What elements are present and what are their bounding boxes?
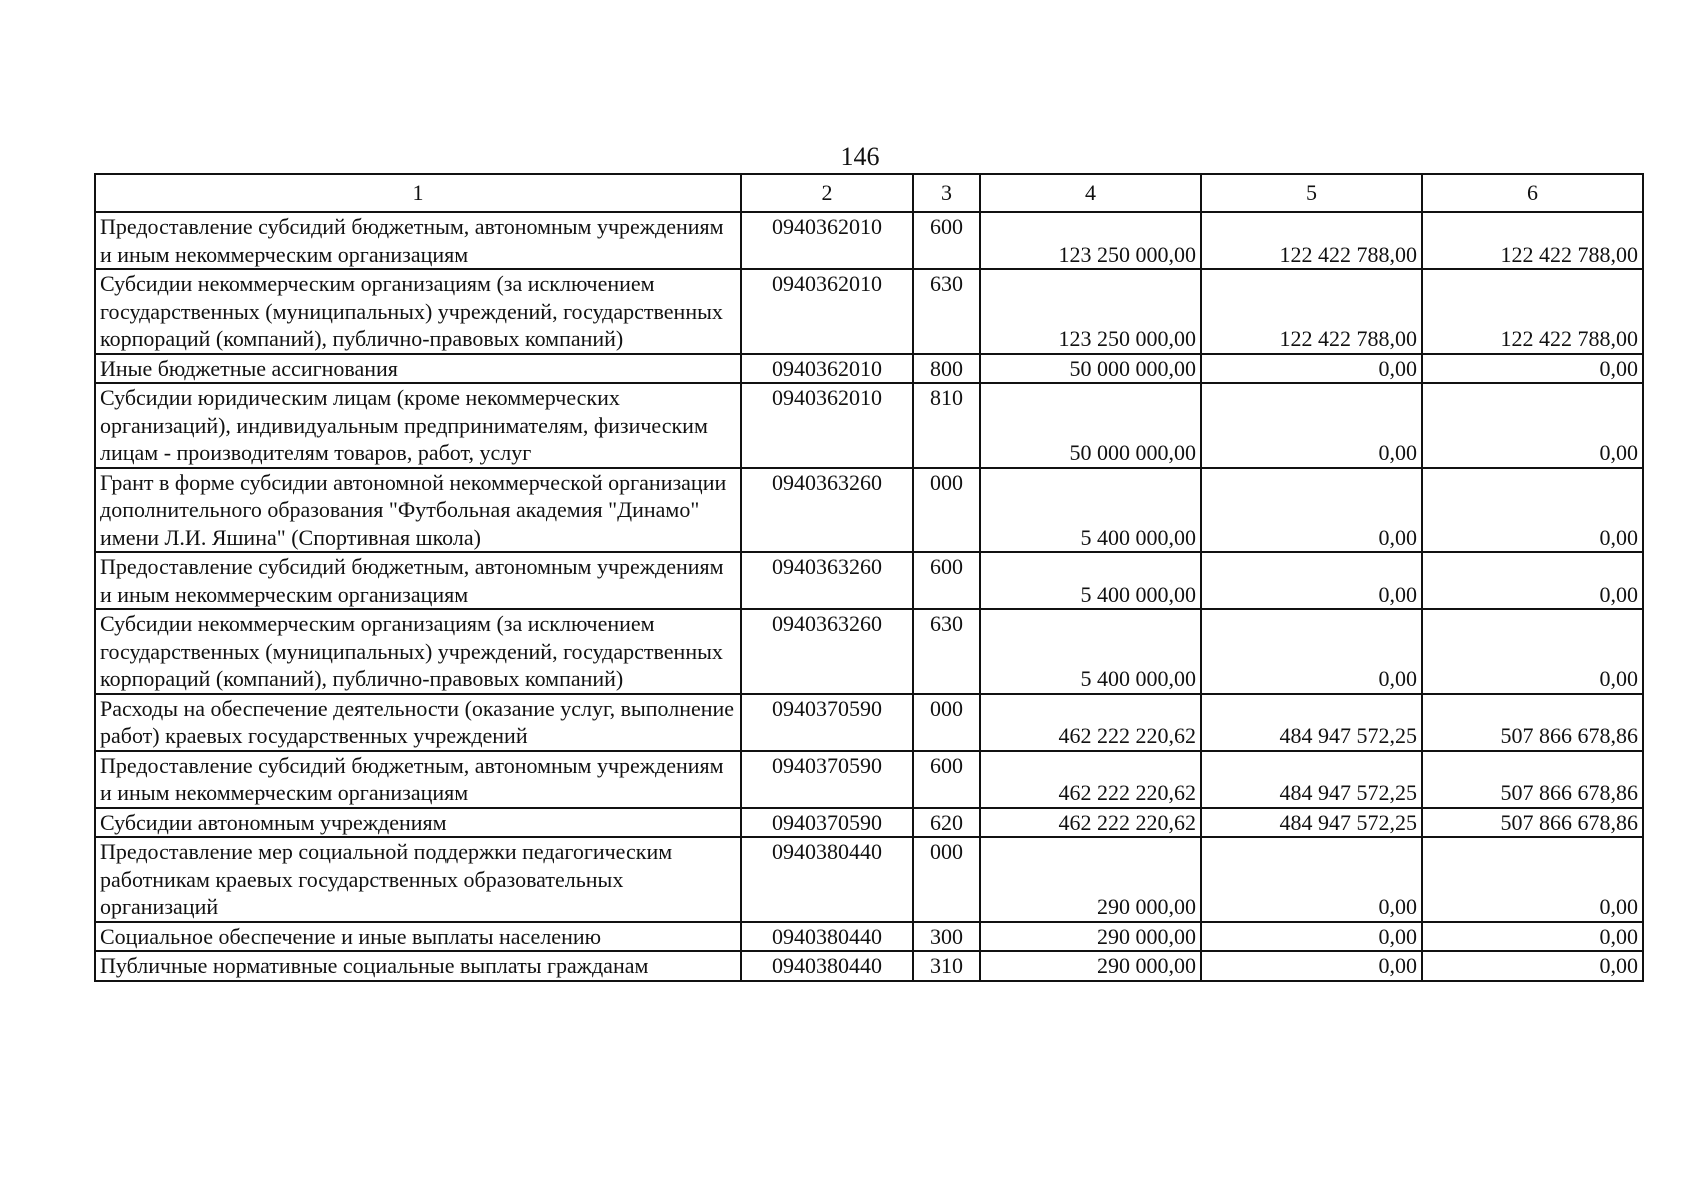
column-header: 6 bbox=[1422, 174, 1643, 212]
table-row bbox=[95, 922, 1643, 952]
table-header-row bbox=[95, 174, 1643, 212]
amount-col6-cell: 0,00 bbox=[1422, 468, 1643, 553]
expense-type-code-cell: 600 bbox=[913, 552, 980, 609]
page-number: 146 bbox=[840, 142, 880, 171]
amount-col4-cell: 462 222 220,62 bbox=[980, 694, 1201, 751]
expense-name-cell: Предоставление субсидий бюджетным, автономным учреждениям и иным некоммерческим организациям bbox=[95, 212, 741, 269]
amount-col4-cell: 290 000,00 bbox=[980, 951, 1201, 981]
table-row bbox=[95, 837, 1643, 922]
table-row bbox=[95, 751, 1643, 808]
amount-col4-cell: 5 400 000,00 bbox=[980, 468, 1201, 553]
expense-name-cell: Расходы на обеспечение деятельности (оказание услуг, выполнение работ) краевых государственных учреждений bbox=[95, 694, 741, 751]
table-row bbox=[95, 468, 1643, 553]
budget-table bbox=[94, 173, 1644, 982]
amount-col5-cell: 484 947 572,25 bbox=[1201, 694, 1422, 751]
expense-type-code-cell: 600 bbox=[913, 751, 980, 808]
column-header: 5 bbox=[1201, 174, 1422, 212]
amount-col5-cell: 0,00 bbox=[1201, 552, 1422, 609]
amount-col5-cell: 0,00 bbox=[1201, 468, 1422, 553]
expense-type-code-cell: 000 bbox=[913, 837, 980, 922]
amount-col4-cell: 5 400 000,00 bbox=[980, 609, 1201, 694]
budget-table-body bbox=[95, 174, 1643, 981]
expense-type-code-cell: 630 bbox=[913, 269, 980, 354]
amount-col5-cell: 0,00 bbox=[1201, 609, 1422, 694]
expense-name-cell: Публичные нормативные социальные выплаты гражданам bbox=[95, 951, 741, 981]
expense-type-code-cell: 300 bbox=[913, 922, 980, 952]
expense-type-code-cell: 000 bbox=[913, 468, 980, 553]
column-header: 2 bbox=[741, 174, 913, 212]
target-article-code-cell: 0940362010 bbox=[741, 383, 913, 468]
amount-col6-cell: 0,00 bbox=[1422, 383, 1643, 468]
amount-col4-cell: 290 000,00 bbox=[980, 922, 1201, 952]
amount-col4-cell: 5 400 000,00 bbox=[980, 552, 1201, 609]
expense-type-code-cell: 000 bbox=[913, 694, 980, 751]
table-row bbox=[95, 269, 1643, 354]
expense-type-code-cell: 600 bbox=[913, 212, 980, 269]
expense-type-code-cell: 800 bbox=[913, 354, 980, 384]
amount-col4-cell: 123 250 000,00 bbox=[980, 269, 1201, 354]
amount-col6-cell: 0,00 bbox=[1422, 552, 1643, 609]
amount-col5-cell: 0,00 bbox=[1201, 951, 1422, 981]
column-header: 1 bbox=[95, 174, 741, 212]
amount-col6-cell: 0,00 bbox=[1422, 354, 1643, 384]
amount-col6-cell: 507 866 678,86 bbox=[1422, 751, 1643, 808]
expense-name-cell: Субсидии некоммерческим организациям (за исключением государственных (муниципальных) учреждений, государственных корпораций (компаний), публично-правовых компаний) bbox=[95, 269, 741, 354]
table-row bbox=[95, 694, 1643, 751]
amount-col5-cell: 122 422 788,00 bbox=[1201, 269, 1422, 354]
amount-col5-cell: 0,00 bbox=[1201, 837, 1422, 922]
target-article-code-cell: 0940363260 bbox=[741, 609, 913, 694]
target-article-code-cell: 0940363260 bbox=[741, 552, 913, 609]
amount-col6-cell: 0,00 bbox=[1422, 922, 1643, 952]
target-article-code-cell: 0940362010 bbox=[741, 269, 913, 354]
column-header: 4 bbox=[980, 174, 1201, 212]
expense-type-code-cell: 310 bbox=[913, 951, 980, 981]
target-article-code-cell: 0940380440 bbox=[741, 951, 913, 981]
table-row bbox=[95, 951, 1643, 981]
target-article-code-cell: 0940380440 bbox=[741, 922, 913, 952]
amount-col5-cell: 0,00 bbox=[1201, 383, 1422, 468]
column-header: 3 bbox=[913, 174, 980, 212]
amount-col6-cell: 0,00 bbox=[1422, 609, 1643, 694]
amount-col5-cell: 484 947 572,25 bbox=[1201, 751, 1422, 808]
amount-col6-cell: 0,00 bbox=[1422, 837, 1643, 922]
expense-name-cell: Предоставление субсидий бюджетным, автономным учреждениям и иным некоммерческим организациям bbox=[95, 552, 741, 609]
amount-col6-cell: 507 866 678,86 bbox=[1422, 808, 1643, 838]
amount-col5-cell: 0,00 bbox=[1201, 922, 1422, 952]
amount-col4-cell: 50 000 000,00 bbox=[980, 354, 1201, 384]
expense-name-cell: Субсидии некоммерческим организациям (за исключением государственных (муниципальных) учреждений, государственных корпораций (компаний), публично-правовых компаний) bbox=[95, 609, 741, 694]
table-row bbox=[95, 808, 1643, 838]
table-row bbox=[95, 212, 1643, 269]
amount-col4-cell: 290 000,00 bbox=[980, 837, 1201, 922]
amount-col5-cell: 0,00 bbox=[1201, 354, 1422, 384]
expense-name-cell: Субсидии юридическим лицам (кроме некоммерческих организаций), индивидуальным предпринимателям, физическим лицам - производителям товаров, работ, услуг bbox=[95, 383, 741, 468]
amount-col4-cell: 462 222 220,62 bbox=[980, 751, 1201, 808]
target-article-code-cell: 0940363260 bbox=[741, 468, 913, 553]
expense-name-cell: Предоставление мер социальной поддержки педагогическим работникам краевых государственных образовательных организаций bbox=[95, 837, 741, 922]
amount-col4-cell: 123 250 000,00 bbox=[980, 212, 1201, 269]
table-row bbox=[95, 609, 1643, 694]
expense-name-cell: Социальное обеспечение и иные выплаты населению bbox=[95, 922, 741, 952]
expense-name-cell: Грант в форме субсидии автономной некоммерческой организации дополнительного образования "Футбольная академия "Динамо" имени Л.И. Яшина" (Спортивная школа) bbox=[95, 468, 741, 553]
table-row bbox=[95, 354, 1643, 384]
expense-name-cell: Субсидии автономным учреждениям bbox=[95, 808, 741, 838]
amount-col5-cell: 122 422 788,00 bbox=[1201, 212, 1422, 269]
amount-col6-cell: 122 422 788,00 bbox=[1422, 212, 1643, 269]
amount-col4-cell: 50 000 000,00 bbox=[980, 383, 1201, 468]
target-article-code-cell: 0940362010 bbox=[741, 212, 913, 269]
expense-type-code-cell: 630 bbox=[913, 609, 980, 694]
amount-col6-cell: 122 422 788,00 bbox=[1422, 269, 1643, 354]
target-article-code-cell: 0940370590 bbox=[741, 751, 913, 808]
target-article-code-cell: 0940370590 bbox=[741, 808, 913, 838]
amount-col4-cell: 462 222 220,62 bbox=[980, 808, 1201, 838]
amount-col6-cell: 0,00 bbox=[1422, 951, 1643, 981]
expense-type-code-cell: 810 bbox=[913, 383, 980, 468]
table-row bbox=[95, 552, 1643, 609]
target-article-code-cell: 0940380440 bbox=[741, 837, 913, 922]
expense-name-cell: Иные бюджетные ассигнования bbox=[95, 354, 741, 384]
expense-name-cell: Предоставление субсидий бюджетным, автономным учреждениям и иным некоммерческим организациям bbox=[95, 751, 741, 808]
table-row bbox=[95, 383, 1643, 468]
amount-col5-cell: 484 947 572,25 bbox=[1201, 808, 1422, 838]
target-article-code-cell: 0940362010 bbox=[741, 354, 913, 384]
target-article-code-cell: 0940370590 bbox=[741, 694, 913, 751]
expense-type-code-cell: 620 bbox=[913, 808, 980, 838]
amount-col6-cell: 507 866 678,86 bbox=[1422, 694, 1643, 751]
